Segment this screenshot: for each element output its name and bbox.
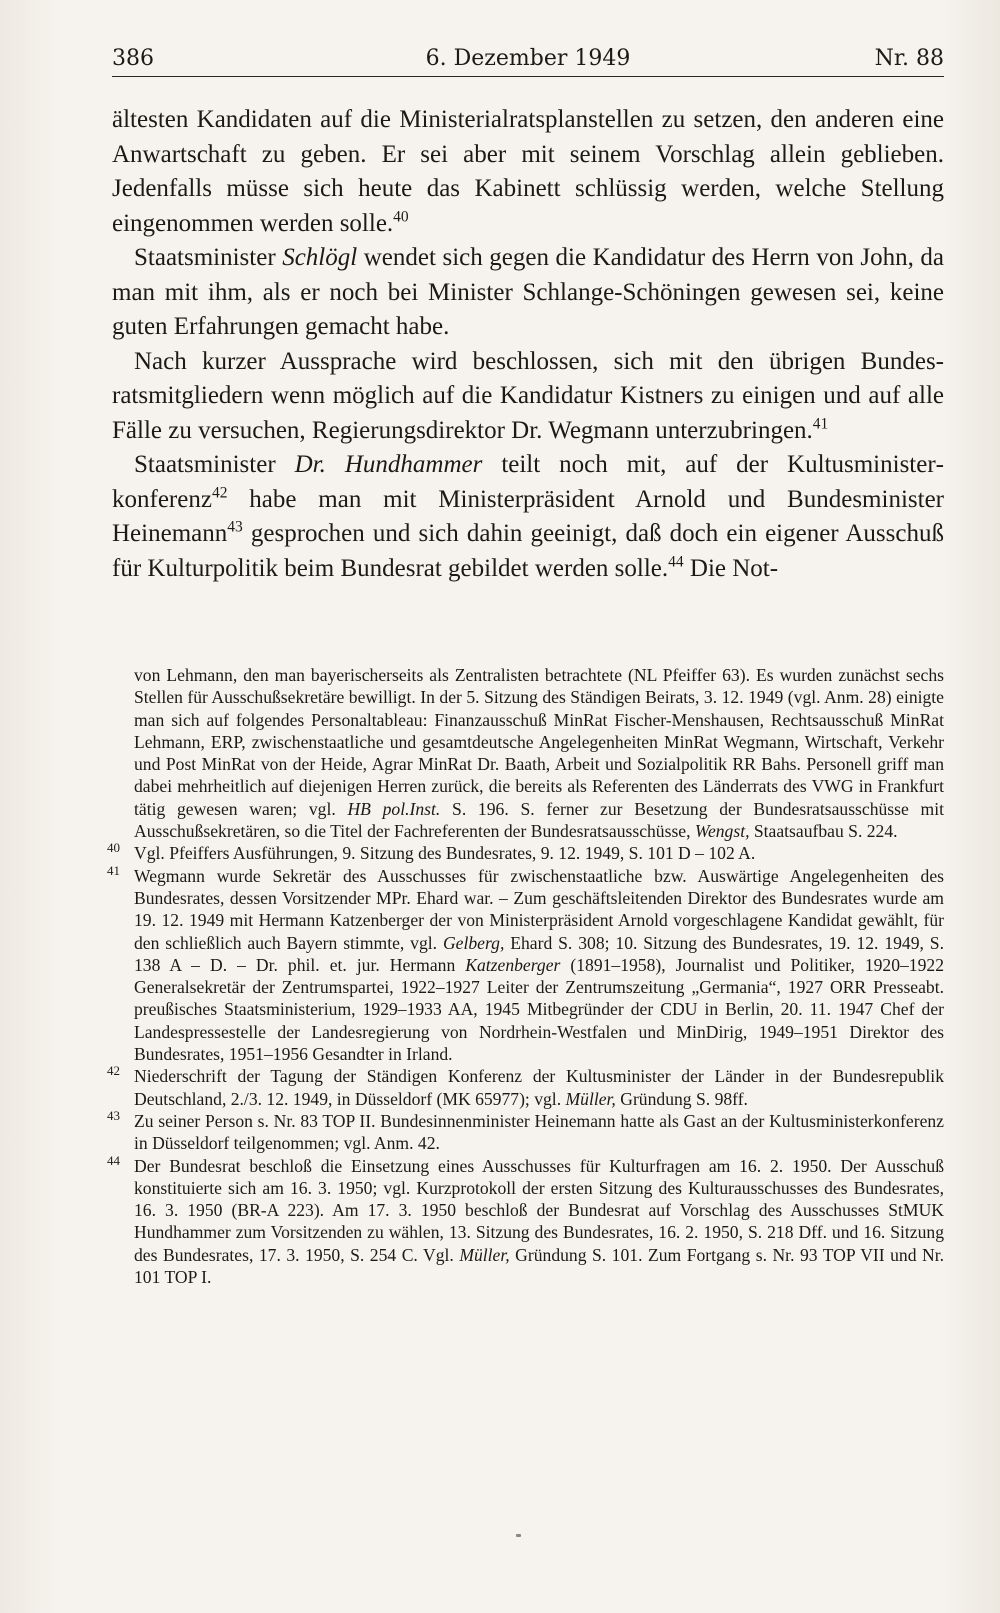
paragraph: [112, 448, 944, 586]
paragraph-text: Staatsminister: [134, 244, 283, 271]
footnote-number: 42: [107, 1063, 120, 1079]
footnote-ref: 40: [393, 207, 409, 225]
footnote-42: [107, 1063, 944, 1110]
paragraph-text: habe man mit Ministerpräsident Arnold und Bundesminister Heinemann: [112, 485, 944, 547]
footnote-ref: 44: [668, 552, 684, 570]
footnote-text: Der Bundesrat beschloß die Einsetzung eines Ausschusses für Kulturfragen am 16. 2. 1950. Der Ausschuß konstituierte sich am 16. 3. 1950; vgl. Kurzprotokoll der ersten Sitzung des Kulturausschusses des Bundesrates, 16. 3. 1950 (BR-A 223). Am 17. 3. 1950 beschloß der Bundesrat auf Vorschlag des Ausschusses StMUK Hundhammer zum Vorsitzenden zu wählen, 13. Sitzung des Bundesrates, 16. 2. 1950, S. 218 Dff. und 16. Sitzung des Bundesrates, 17. 3. 1950, S. 254 C. Vgl.: [134, 1155, 944, 1265]
main-text: [112, 103, 944, 586]
footnote-text: Staatsaufbau S. 224.: [749, 821, 898, 842]
footnote-ref: 43: [227, 518, 243, 536]
footnote-text: Vgl. Pfeiffers Ausführungen, 9. Sitzung des Bundesrates, 9. 12. 1949, S. 101 D – 102 A.: [134, 843, 756, 864]
citation-author: Wengst,: [694, 821, 750, 842]
paragraph: [112, 241, 944, 345]
footnote-number: 41: [107, 862, 120, 878]
footnote-ref: 41: [812, 414, 829, 432]
header-date: 6. Dezember 1949: [425, 46, 631, 71]
footnote-text: Niederschrift der Tagung der Ständigen Konferenz der Kultusminister der Länder in der Bundesrepublik Deutschland, 2./3. 12. 1949, in Düsseldorf (MK 65977); vgl.: [134, 1066, 944, 1109]
footnote-number: 40: [107, 840, 120, 856]
person-name: Katzenberger: [465, 954, 561, 975]
document-number: Nr. 88: [874, 46, 944, 71]
footnote-text: (1891–1958), Journalist und Politiker, 1920–1922 Generalsekretär der Zentrumspartei, 1922–1927 Leiter der Zentrumszeitung „Germania“, 1927 ORR Presseabt. preußisches Staatsministerium, 1929–1933 AA, 1945 Mitbegründer der CDU in Berlin, 20. 11. 1947 Chef der Landespressestelle der Landesregierung von Nordrhein-Westfalen und MinDirig, 1949–1951 Direktor des Bundesrates, 1951–1956 Gesandter in Irland.: [134, 954, 944, 1065]
paragraph-text: teilt noch mit, auf der Kultusministerkonferenz: [112, 451, 944, 513]
citation-title: HB pol.Inst.: [347, 798, 441, 819]
footnote-text: Zu seiner Person s. Nr. 83 TOP II. Bundesinnenminister Heinemann hatte als Gast an der Kultusministerkonferenz in Düsseldorf teilgenommen; vgl. Anm. 42.: [134, 1110, 944, 1154]
header-rule: [112, 76, 944, 77]
footnote-ref: 42: [211, 483, 228, 501]
footnotes: [107, 664, 945, 1288]
running-header: [112, 44, 944, 74]
footnote-41: [107, 862, 944, 1066]
footnote-continuation: [134, 664, 944, 842]
person-name: Dr. Hundhammer: [294, 451, 483, 478]
paragraph: [112, 103, 944, 241]
footnote-text: S. 196. S. ferner zur Besetzung der Bundesratsausschüsse mit Ausschußsekretären, so die Titel der Fachreferenten der Bundesratsausschüsse,: [134, 798, 944, 842]
person-name: Schlögl: [282, 244, 358, 271]
paragraph-text: wendet sich gegen die Kandidatur des Herrn von John, da man mit ihm, als er noch bei Minister Schlange-Schöningen gewesen sei, keine guten Erfahrungen gemacht habe.: [112, 244, 944, 340]
paragraph: [112, 345, 944, 449]
citation-author: Müller,: [565, 1088, 616, 1109]
scan-speck: [516, 1534, 521, 1537]
footnote-text: Ehard S. 308; 10. Sitzung des Bundesrates, 19. 12. 1949, S. 138 A – D. – Dr. phil. et. jur. Hermann: [134, 932, 944, 975]
paragraph-text: ältesten Kandidaten auf die Ministerialratsplanstellen zu setzen, den anderen eine Anwartschaft zu geben. Er sei aber mit seinem Vorschlag allein geblieben. Jedenfalls müsse sich heute das Kabinett schlüssig werden, welche Stellung eingenommen werden solle.: [112, 106, 944, 237]
citation-author: Gelberg,: [442, 932, 505, 953]
footnote-text: Gründung S. 98ff.: [615, 1088, 748, 1109]
paragraph-text: Staatsminister: [134, 451, 295, 478]
citation-author: Müller,: [459, 1244, 510, 1265]
paragraph-text: Die Not-: [683, 554, 779, 582]
footnote-number: 43: [107, 1107, 120, 1123]
footnote-text: von Lehmann, den man bayerischerseits als Zentralisten betrachtete (NL Pfeiffer 63). Es wurden zunächst sechs Stellen für Ausschußsekretäre bewilligt. In der 5. Sitzung des Ständigen Beirats, 3. 12. 1949 (vgl. Anm. 28) einigte man sich auf folgendes Personaltableau: Finanzausschuß MinRat Fischer-Menshausen, Rechtsausschuß MinRat Lehmann, ERP, zwischenstaatliche und gesamtdeutsche Angelegenheiten MinRat Wegmann, Wirtschaft, Verkehr und Post MinRat von der Heide, Agrar MinRat Dr. Baath, Arbeit und Sozialpolitik RR Bahs. Personell griff man dabei mehrheitlich auf diejenigen Herren zurück, die bereits als Referenten des Länderrats des VWG in Frankfurt tätig gewesen waren; vgl.: [134, 665, 944, 819]
paragraph-text: Nach kurzer Aussprache wird beschlossen, sich mit den übrigen Bundesratsmitgliedern wenn möglich auf die Kandidatur Kistners zu einigen und auf alle Fälle zu versuchen, Regierungsdirektor Dr. Wegmann unterzubringen.: [112, 347, 944, 444]
footnote-number: 44: [107, 1152, 120, 1168]
paragraph-text: gesprochen und sich dahin geeinigt, daß doch ein eigener Ausschuß für Kulturpolitik beim Bundesrat gebildet werden solle.: [112, 520, 944, 582]
page-number: 386: [112, 46, 154, 71]
footnote-44: [107, 1152, 945, 1289]
footnote-43: [107, 1107, 944, 1155]
footnote-40: [107, 840, 944, 864]
footnote-text: Wegmann wurde Sekretär des Ausschusses für zwischenstaatliche bzw. Auswärtige Angelegenheiten des Bundesrates, dessen Vorsitzender MPr. Ehard war. – Zum geschäftsleitenden Direktor des Bundesrates wurde am 19. 12. 1949 mit Hermann Katzenberger der von Ministerpräsident Arnold vorgeschlagene Kandidat gewählt, für den schließlich auch Bayern stimmte, vgl.: [134, 865, 944, 953]
footnote-text: Gründung S. 101. Zum Fortgang s. Nr. 93 TOP VII und Nr. 101 TOP I.: [134, 1244, 945, 1288]
